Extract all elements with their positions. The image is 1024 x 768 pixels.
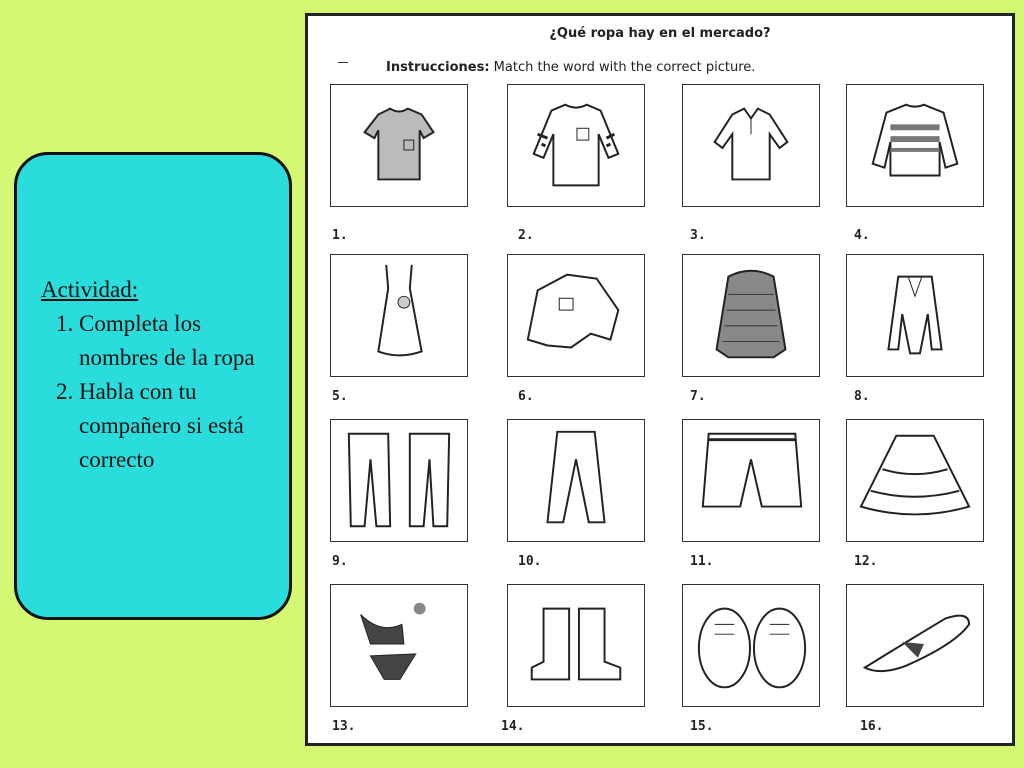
item-number: 1. — [332, 228, 348, 243]
sandal-icon — [846, 584, 984, 707]
long-sleeve-shirt-icon — [507, 84, 645, 207]
skirt-icon — [846, 419, 984, 542]
item-number: 10. — [518, 554, 542, 569]
activity-item: 1. Completa los nombres de la ropa — [79, 307, 281, 375]
activity-list — [41, 307, 281, 477]
suit-icon — [846, 254, 984, 377]
tshirt-icon — [330, 84, 468, 207]
worksheet-title: ¿Qué ropa hay en el mercado? — [549, 26, 771, 41]
jeans-icon — [330, 419, 468, 542]
item-number: 6. — [518, 389, 534, 404]
instructions-text: Match the word with the correct picture. — [493, 60, 756, 75]
activity-title: Actividad: — [41, 277, 139, 302]
sweater-icon — [846, 84, 984, 207]
coat-icon — [682, 254, 820, 377]
instructions-label: Instrucciones: — [386, 60, 490, 75]
activity-content — [41, 273, 281, 477]
worksheet-instructions — [386, 60, 755, 75]
item-number: 3. — [690, 228, 706, 243]
dress-icon — [330, 254, 468, 377]
pants-icon — [507, 419, 645, 542]
sneakers-icon — [682, 584, 820, 707]
activity-item: 2. Habla con tu compañero si está correcto — [79, 375, 281, 477]
item-number: 12. — [854, 554, 878, 569]
jacket-icon — [507, 254, 645, 377]
shorts-icon — [682, 419, 820, 542]
item-number: 4. — [854, 228, 870, 243]
item-number: 9. — [332, 554, 348, 569]
item-number: 8. — [854, 389, 870, 404]
item-number: 5. — [332, 389, 348, 404]
item-number: 7. — [690, 389, 706, 404]
activity-card — [14, 152, 292, 620]
swimsuit-icon — [330, 584, 468, 707]
item-number: 13. — [332, 719, 356, 734]
divider — [338, 62, 348, 63]
worksheet — [305, 13, 1015, 746]
blouse-icon — [682, 84, 820, 207]
item-number: 11. — [690, 554, 714, 569]
boots-icon — [507, 584, 645, 707]
item-number: 15. — [690, 719, 714, 734]
item-number: 2. — [518, 228, 534, 243]
item-number: 16. — [860, 719, 884, 734]
item-number: 14. — [501, 719, 525, 734]
